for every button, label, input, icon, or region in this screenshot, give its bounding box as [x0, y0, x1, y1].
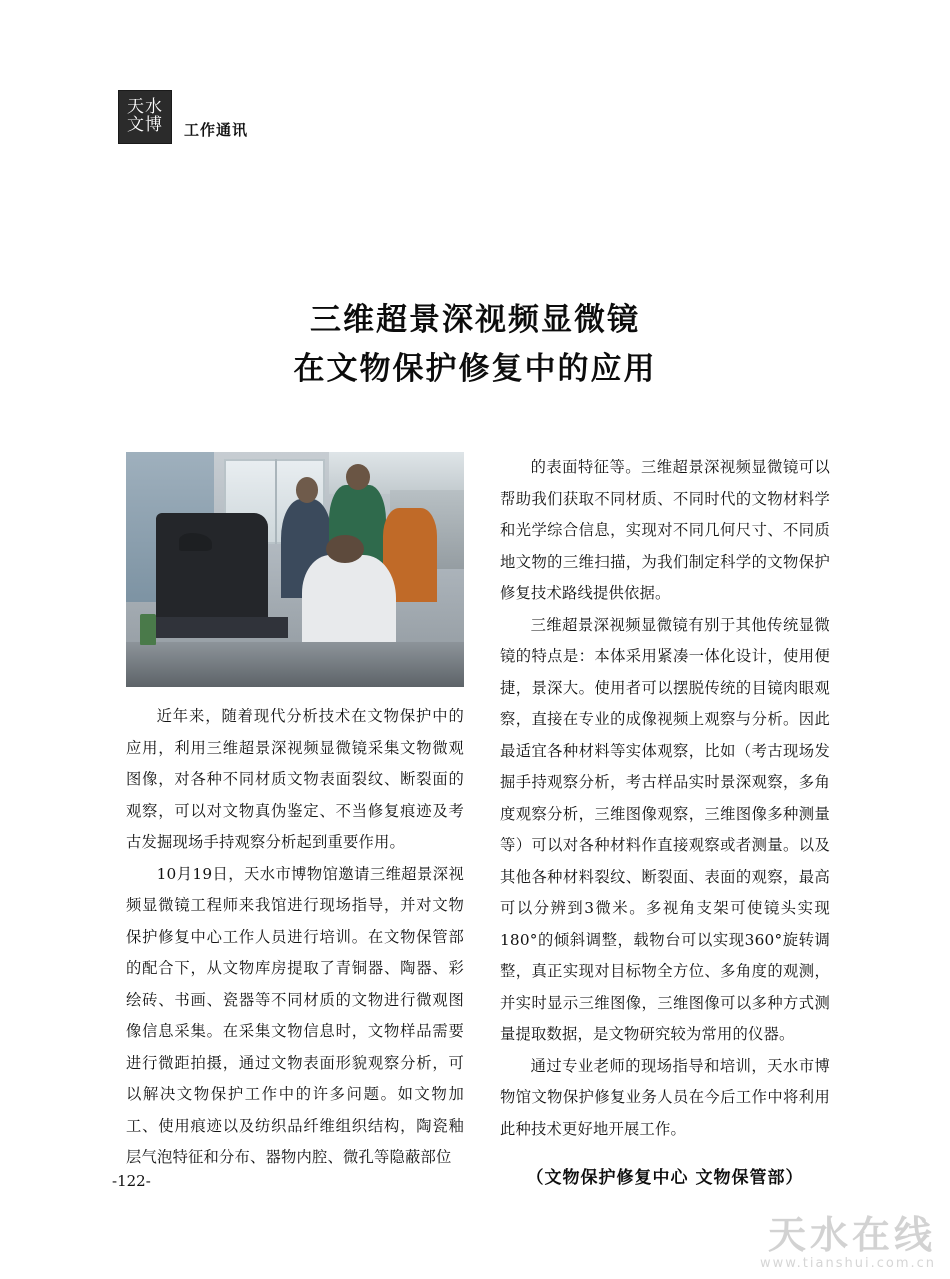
seal-stamp-icon [118, 90, 172, 144]
watermark [759, 1212, 936, 1271]
watermark-title: 天水在线 [767, 1212, 936, 1257]
title-line-2: 在文物保护修复中的应用 [293, 351, 657, 388]
paragraph: 近年来，随着现代分析技术在文物保护中的应用，利用三维超景深视频显微镜采集文物微观图像，对各种不同材质文物表面裂纹、断裂面的观察，可以对文物真伪鉴定、不当修复痕迹及考古发掘现场手持观察分析起到重要作用。 [126, 707, 464, 851]
photo-bottle [140, 614, 157, 645]
title-line-1: 三维超景深视频显微镜 [310, 301, 640, 338]
paragraph: 三维超景深视频显微镜有别于其他传统显微镜的特点是：本体采用紧凑一体化设计，使用便捷，景深大。使用者可以摆脱传统的目镜肉眼观察，直接在专业的成像视频上观察与分析。因此最适宜各种材料等实体观察，比如（考古现场发掘手持观察分析，考古样品实时景深观察，多角度观察分析，三维图像观察，三维图像多种测量等）可以对各种材料作直接观察或者测量。以及其他各种材料裂纹、断裂面、表面的观察，最高可以分辨到3微米。多视角支架可使镜头实现180°的倾斜调整，载物台可以实现360°旋转调整，真正实现对目标物全方位、多角度的观测，并实时显示三维图像，三维图像可以多种方式测量提取数据，是文物研究较为常用的仪器。 [500, 615, 830, 1043]
page-header [118, 90, 248, 144]
seal-line-2: 文博 [127, 115, 163, 135]
photo-microscope-arm [179, 533, 212, 551]
seal-line-1: 天水 [127, 97, 163, 118]
page-title [0, 296, 950, 395]
left-body-text [126, 701, 464, 1174]
photo-microscope-base [140, 617, 289, 638]
photo-bench [126, 642, 464, 687]
article-signature: （文物保护修复中心 文物保管部） [526, 1168, 804, 1188]
paragraph: 的表面特征等。三维超景深视频显微镜可以帮助我们获取不同材质、不同时代的文物材料学和光学综合信息，实现对不同几何尺寸、不同质地文物的三维扫描，为我们制定科学的文物保护修复技术路线提供依据。 [500, 458, 830, 602]
article-photo [126, 452, 464, 687]
photo-microscope [156, 513, 268, 626]
section-label: 工作通讯 [184, 121, 249, 139]
paragraph: 10月19日，天水市博物馆邀请三维超景深视频显微镜工程师来我馆进行现场指导，并对文物保护修复中心工作人员进行培训。在文物保管部的配合下，从文物库房提取了青铜器、陶器、彩绘砖、书画、瓷器等不同材质的文物进行微观图像信息采集。在采集文物信息时，文物样品需要进行微距拍摄，通过文物表面形貌观察分析，可以解决文物保护工作中的许多问题。如文物加工、使用痕迹以及纺织品纤维组织结构，陶瓷釉层气泡特征和分布、器物内腔、微孔等隐蔽部位 [126, 864, 464, 1166]
paragraph: 通过专业老师的现场指导和培训，天水市博物馆文物保护修复业务人员在今后工作中将利用此种技术更好地开展工作。 [500, 1056, 830, 1138]
right-column [500, 452, 830, 1188]
page-number: -122- [112, 1172, 151, 1190]
watermark-url: www.tianshui.com.cn [759, 1256, 936, 1271]
right-body-text [500, 452, 830, 1145]
left-column [126, 452, 464, 1174]
